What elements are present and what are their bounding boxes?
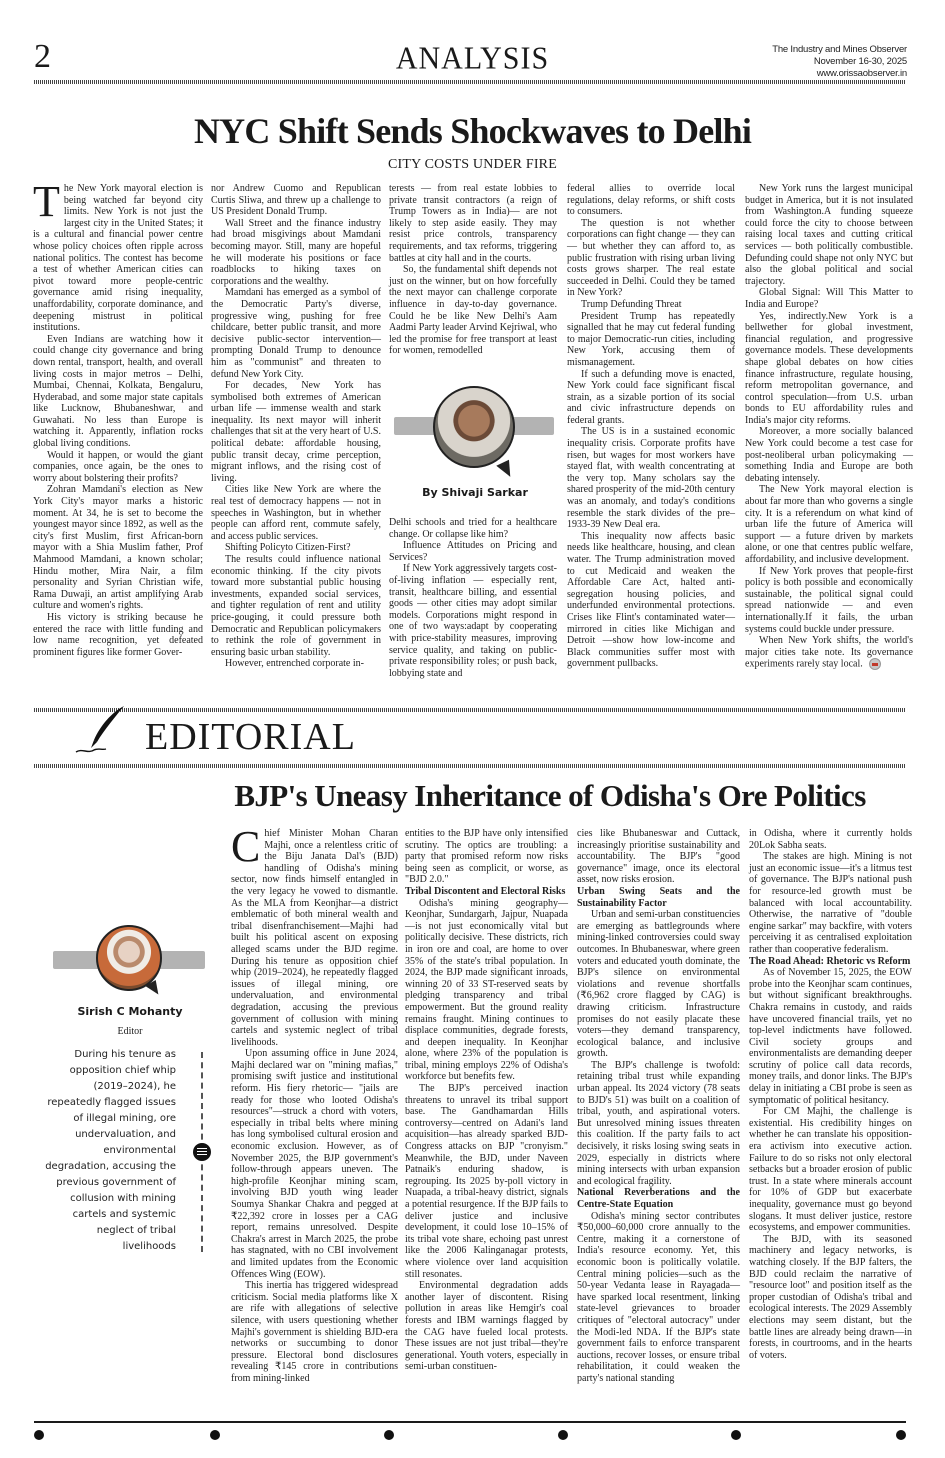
editorial-column-1 (231, 822, 398, 1385)
dot-icon (731, 1430, 741, 1440)
paragraph: If New York aggressively targets cost-of-living inflation — especially rent, transit, healthcare billing, and essential goods — other cities may adopt similar models. Corporations might respond in one of two ways:adapt by cooperating with price-stability measures, improving service quality, and taking on public-private responsibility roles; or push back, lobbying state and (389, 563, 557, 679)
subheading: Global Signal: Will This Matter to India and Europe? (745, 287, 913, 310)
analysis-subheadline: CITY COSTS UNDER FIRE (388, 157, 557, 172)
quill-pen-icon (72, 704, 132, 756)
editorial-headline: BJP's Uneasy Inheritance of Odisha's Ore Politics (234, 778, 866, 813)
pull-quote: During his tenure as opposition chief whip (2019–2024), he repeatedly flagged issues of illegal mining, ore undervaluation, and environmental degradation, accusing the previous government of collusion with mining cartels and systemic neglect of tribal livelihoods (45, 1049, 176, 1252)
subheading: Influence Attitudes on Pricing and Services? (389, 540, 557, 563)
paragraph: Odisha's mining geography—Keonjhar, Sundargarh, Jajpur, Nuapada—is not just economically vital but politically decisive. These districts, rich in iron ore and coal, are home to over 35% of the state's tribal population. In 2024, the BJP made significant inroads, winning 20 of 33 ST-reserved seats by pledging transparency and tribal empowerment. But the ground reality remains fraught. Mining continues to displace communities, degrade forests, and deepen inequality. In Keonjhar alone, where 23% of the population is tribal, mining employs 22% of Odisha's workforce but benefits few. (405, 897, 568, 1083)
masthead-divider (34, 80, 906, 84)
publication-name: The Industry and Mines Observer (772, 44, 907, 55)
dot-icon (558, 1430, 568, 1440)
paragraph: terests — from real estate lobbies to private transit contractors (a reign of Trump Towers as in India)— are not likely to step aside easily. They may resist price controls, transparency requirements, and tax reforms, triggering battles at city hall and in the courts. (389, 183, 557, 264)
paragraph: The US is in a sustained economic inequality crisis. Corporate profits have risen, but wages for most workers have stayed flat, with wealth concentrating at the very top. Many scholars say the shared prosperity of the mid-20th century was an anomaly, and today's conditions resemble the stark divides of the pre–1933-39 New Deal era. (567, 426, 735, 531)
paragraph: entities to the BJP have only intensified scrutiny. The optics are troubling: a party that promised reform now risks being seen as complicit, or worse, as "BJD 2.0." (405, 828, 568, 886)
paragraph: The question is not whether corporations can fight change — they can — but whether they can afford to, as public frustration with rising urban living costs grows sharper. The real estate succeeded in Delhi. Could they be tamed in New York? (567, 217, 735, 299)
website-link[interactable]: www.orissaobserver.in (816, 68, 907, 79)
issue-date: November 16-30, 2025 (813, 56, 907, 67)
paragraph: cies like Bhubaneswar and Cuttack, increasingly prioritise sustainability and accountability. The BJP's "good governance" image, once its electoral asset, now risks erosion. (577, 828, 740, 886)
paragraph: His victory is striking because he entered the race with little funding and low name recognition, yet defeated prominent figures like former Gover- (33, 611, 203, 658)
subheading: Shifting Policyto Citizen-First? (225, 542, 351, 554)
analysis-column-5 (745, 183, 913, 670)
paragraph: For decades, New York has symbolised both extremes of American urban life — immense wealth and stark inequality. Its next mayor will inherit challenges that sit at the very heart of U.S. political debate: affordable housing, public transit decay, crime perception, migrant inflows, and the rising cost of living. (211, 380, 381, 484)
paragraph: Zohran Mamdani's election as New York City's mayor marks a historic moment. At 34, he is set to become the youngest mayor since 1892, as well as the city's first Muslim, first African-born mayor with a Shia Muslim father, Prof Mahmood Mamdani, a known scholar; Hindu mother, Mira Nair, a film personality and Syrian Christian wife, Rama Duwaji, an artist amplifying Arab culture and women's rights. (33, 484, 203, 612)
publication-logo-icon (869, 658, 881, 670)
editorial-column-4 (749, 828, 912, 1361)
editorial-top-divider (34, 708, 906, 712)
speech-tail-icon (496, 460, 515, 480)
closing-paragraph: When New York shifts, the world's major cities take note. Its governance experiments rarely stay local. (745, 635, 913, 670)
analysis-column-4 (567, 183, 735, 670)
paragraph: Urban and semi-urban constituencies are emerging as battlegrounds where mining-linked controversies could sway outcomes. In Bhubaneswar, where green voters and educated youth dominate, the BJP's silence on environmental violations and revenue shortfalls (₹6,962 crore flagged by CAG) is drawing criticism. Infrastructure promises do not easily placate these voters—they demand transparency, ecological balance, and inclusive growth. (577, 909, 740, 1060)
paragraph: This inequality now affects basic needs like healthcare, housing, and clean water. The Trump administration moved to cut Medicaid and weaken the Affordable Care Act, halted anti-segregation housing policies, and underfunded environmental protections. Crises like Flint's contaminated water—mirrored in cities like Michigan and Detroit —show how low-income and Black communities suffer most with government pullbacks. (567, 530, 735, 670)
analysis-headline: NYC Shift Sends Shockwaves to Delhi (193, 111, 752, 151)
section-title: ANALYSIS (395, 41, 550, 76)
dot-icon (34, 1430, 44, 1440)
editor-name: Sirish C Mohanty (77, 1005, 183, 1018)
page-number: 2 (34, 38, 51, 75)
footer-rule (34, 1421, 906, 1423)
dot-icon (210, 1430, 220, 1440)
paragraph: Moreover, a more socially balanced New York could become a test case for post-neoliberal urban policymaking — something India and Europe are both debating intensely. (745, 426, 913, 484)
paragraph: Delhi schools and tried for a healthcare change. Or collapse like him? (389, 517, 557, 540)
subheading: Tribal Discontent and Electoral Risks (405, 885, 566, 897)
paragraph: The BJP's perceived inaction threatens to unravel its tribal support base. The Gandhamardan Hills controversy—centred on Adani's land acquisition—has already sparked BJD-Congress attacks on BJP "cronyism." Meanwhile, the BJD, under Naveen Patnaik's enduring shadow, is regrouping. Its 2025 by-poll victory in Nuapada, a tribal-heavy district, signals a potential resurgence. If the BJP fails to deliver justice and inclusive development, it could lose 10–15% of its tribal vote share, echoing past unrest like the 2006 Kalinganagar protests, where violence over land acquisition still resonates. (405, 1083, 568, 1280)
paragraph: The results could influence national economic thinking. If the city pivots toward more substantial public housing investments, expanded social services, and tighter regulation of rent and utility price-gouging, it could pressure both Democratic and Republican policymakers to rethink the role of government in ensuring basic urban stability. (211, 554, 381, 658)
paragraph: hief Minister Mohan Charan Majhi, once a relentless critic of the Biju Janata Dal's (BJD) handling of Odisha's mining sector, now finds himself entangled in the very legacy he vowed to dismantle. As the MLA from Keonjhar—a district emblematic of both mineral wealth and tribal disenfranchisement—Majhi had built his political ascent on exposing alleged scams under the BJD regime. During his tenure as opposition chief whip (2019–2024), he repeatedly flagged issues of illegal mining, ore undervaluation, and environmental degradation, accusing the previous government of collusion with mining cartels and systemic neglect of tribal livelihoods. (231, 828, 398, 1048)
paragraph: nor Andrew Cuomo and Republican Curtis Sliwa, and threw up a challenge to US President Donald Trump. (211, 183, 381, 218)
paragraph: Yes, indirectly.New York is a bellwether for global investment, financial regulation, and progressive governance models. These developments shape global debates on how cities finance infrastructure, regulate housing, reform metropolitan governance, and control speculation—from U.S. urban bonds to EU affordability rules and India's major city reforms. (745, 310, 913, 426)
editorial-section-title: EDITORIAL (145, 716, 356, 758)
drop-cap: C (231, 822, 261, 871)
subheading: The Road Ahead: Rhetoric vs Reform (749, 955, 911, 967)
paragraph: he New York mayoral election is being watched far beyond city limits. New York is not just the largest city in the United States; it is a cultural and financial power centre whose policy choices often ripple across national politics. The contest has become a test of whether American cities can pivot toward more people-centric governance amid rising inequality, unaffordability, corporate dominance, and deepening mistrust in political institutions. (33, 183, 203, 334)
author-photo-shivaji-sarkar (433, 386, 515, 468)
paragraph: However, entrenched corporate in- (225, 658, 364, 670)
editorial-column-3 (577, 828, 740, 1385)
paragraph: Even Indians are watching how it could change city governance and bring down rental, transport, health, and overall living costs in major metros – Delhi, Mumbai, Chennai, Kolkata, Bengaluru, Hyderabad, and some major state capitals like Lucknow, Bhubaneshwar, and Guwahati. No less than Europe is watching it. Apparently, inflation rocks global living conditions. (33, 333, 203, 450)
paragraph: The BJD, with its seasoned machinery and legacy networks, is watching closely. If the BJP falters, the BJD could reclaim the narrative of "resource loot" and position itself as the proper custodian of Odisha's tribal and ecological interests. The 2029 Assembly elections may seem distant, but the battle lines are already being drawn—in forests, in courtrooms, and in the hearts of voters. (749, 1233, 912, 1361)
paragraph: Cities like New York are where the real test of democracy happens — not in speeches in Washington, but in whether people can afford rent, commute safely, and access public services. (211, 484, 381, 542)
paragraph: If New York proves that people-first policy is both possible and economically sustainable, the political signal could spread nationwide — and even internationally.If it fails, the urban systems could buckle under pressure. (745, 565, 913, 635)
paragraph: in Odisha, where it currently holds 20Lok Sabha seats. (749, 828, 912, 851)
paragraph: So, the fundamental shift depends not just on the winner, but on how forcefully the next mayor can challenge corporate influence in day-to-day governance. Could he be like New Delhi's Aam Aadmi Party leader Arvind Kejriwal, who led the promise for free transport at least for women, remodelled (389, 264, 557, 357)
paragraph: Would it happen, or would the giant companies, once again, be the ones to worry about bolstering their profits? (33, 449, 203, 484)
editorial-bottom-divider (34, 764, 906, 768)
paragraph: For CM Majhi, the challenge is existential. His credibility hinges on whether he can translate his opposition-era activism into executive action. Failure to do so risks not only electoral setbacks but a broader erosion of public trust. In a state where minerals account for 10% of GDP but exacerbate inequality, governance must go beyond slogans. It must deliver justice, restore ecosystems, and empower communities. (749, 1106, 912, 1234)
drop-cap: T (33, 177, 60, 226)
subheading: Trump Defunding Threat (581, 298, 682, 310)
menu-lines-icon (193, 1143, 211, 1161)
paragraph: President Trump has repeatedly signalled that he may cut federal funding to major Democratic-run cities, including New York, accusing them of mismanagement. (567, 310, 735, 368)
editor-role: Editor (117, 1026, 143, 1037)
paragraph: The BJP's challenge is twofold: retaining tribal trust while expanding urban appeal. Its 2024 victory (78 seats to BJD's 51) was built on a coalition of tribal, youth, and aspirational voters. But unresolved mining issues threaten this coalition. If the party fails to act decisively, it risks losing swing seats in 2029, especially in districts where mining intersects with urban expansion and ecological fragility. (577, 1059, 740, 1187)
paragraph: Environmental degradation adds another layer of discontent. Rising pollution in areas like Hemgir's coal forests and IBM warnings flagged by the CAG have fueled local protests. These issues are not just tribal—they're generational. Youth voters, especially in semi-urban constituen- (405, 1280, 568, 1373)
analysis-column-3-bottom (389, 517, 557, 679)
paragraph: The New York mayoral election is about far more than who governs a single city. It is a referendum on what kind of urban life the future of America will support — a future driven by markets alone, or one that centres public welfare, affordability, and inclusive development. (745, 484, 913, 565)
dot-icon (384, 1430, 394, 1440)
analysis-byline: By Shivaji Sarkar (422, 486, 528, 499)
paragraph: Mamdani has emerged as a symbol of the Democratic Party's diverse, progressive wing, pushing for free childcare, better public transit, and more decisive public-sector intervention—prompting Donald Trump to denounce him as "communist" and threaten to defund New York City. (211, 287, 381, 380)
paragraph: federal allies to override local regulations, delay reforms, or shift costs to consumers. (567, 183, 735, 218)
paragraph: If such a defunding move is enacted, New York could face significant fiscal strain, as a sizable portion of its social and civic infrastructure depends on federal grants. (567, 368, 735, 426)
paragraph: Upon assuming office in June 2024, Majhi declared war on "mining mafias," promising swift justice and institutional reform. His fiery rhetoric— "jails are ready for those who looted Odisha's resources"—struck a chord with voters, especially in tribal belts where mining has long symbolised cultural erosion and economic exclusion. However, as of November 2025, the BJP government's follow-through appears uneven. The high-profile Keonjhar mining scam, involving BJD youth wing leader Soumya Shankar Chakra and pegged at ₹22,392 crore in losses per a CAG report, remains unresolved. Despite Chakra's arrest in March 2025, the probe has stagnated, with no CBI involvement and limited updates from the Economic Offences Wing (EOW). (231, 1048, 398, 1280)
editorial-column-2 (405, 828, 568, 1373)
paragraph: As of November 15, 2025, the EOW probe into the Keonjhar scam continues, but without significant breakthroughs. Chakra remains in custody, and raids have uncovered financial trails, yet no top-level indictments have followed. Civil society groups and environmentalists are demanding deeper scrutiny of police call data records, money trails, and donor links. The BJP's delay in initiating a CBI probe is seen as symptomatic of political hesitancy. (749, 967, 912, 1106)
paragraph: Wall Street and the finance industry had broad misgivings about Mamdani becoming mayor. Still, many are hopeful he will moderate his positions or face roadblocks to hiking taxes on corporations and the wealthy. (211, 217, 381, 287)
subheading: National Reverberations and the Centre-State Equation (577, 1187, 740, 1210)
dot-icon (896, 1430, 906, 1440)
paragraph: Odisha's mining sector contributes ₹50,000–60,000 crore annually to the Centre, making it a cornerstone of India's resource economy. Yet, this economic boon is politically volatile. Central mining policies—such as the 50-year Vedanta lease in Rayagada—have sparked local resentment, linking state-level grievances to broader critiques of "electoral autocracy" under the Modi-led NDA. If the BJP's state government fails to enforce transparent auctions, recover losses, or ensure tribal rehabilitation, it could weaken the party's national standing (577, 1210, 740, 1384)
analysis-column-1 (33, 177, 203, 658)
analysis-column-2 (211, 183, 381, 670)
paragraph: New York runs the largest municipal budget in America, but it is not insulated from Washington.A funding squeeze could force the city to choose between raising local taxes and cutting critical services — both politically combustible. Defunding could shape not only NYC but also the global political and social trajectory. (745, 183, 913, 287)
footer-dots (34, 1430, 906, 1442)
paragraph: The stakes are high. Mining is not just an economic issue—it's a litmus test of governance. The BJP's national push for resource-led growth must be balanced with local accountability. Otherwise, the narrative of "double engine sarkar" may backfire, with voters perceiving it as centralised exploitation rather than cooperative federalism. (749, 851, 912, 955)
subheading: Urban Swing Seats and the Sustainability Factor (577, 885, 740, 909)
masthead-info (772, 44, 907, 80)
paragraph: This inertia has triggered widespread criticism. Social media platforms like X are rife with allegations of selective silence, with users questioning whether Majhi's government is shielding BJD-era networks or succumbing to donor pressure. Electoral bond disclosures revealing ₹145 crore in contributions from mining-linked (231, 1280, 398, 1384)
analysis-column-3-top (389, 183, 557, 357)
paragraph (745, 635, 913, 670)
